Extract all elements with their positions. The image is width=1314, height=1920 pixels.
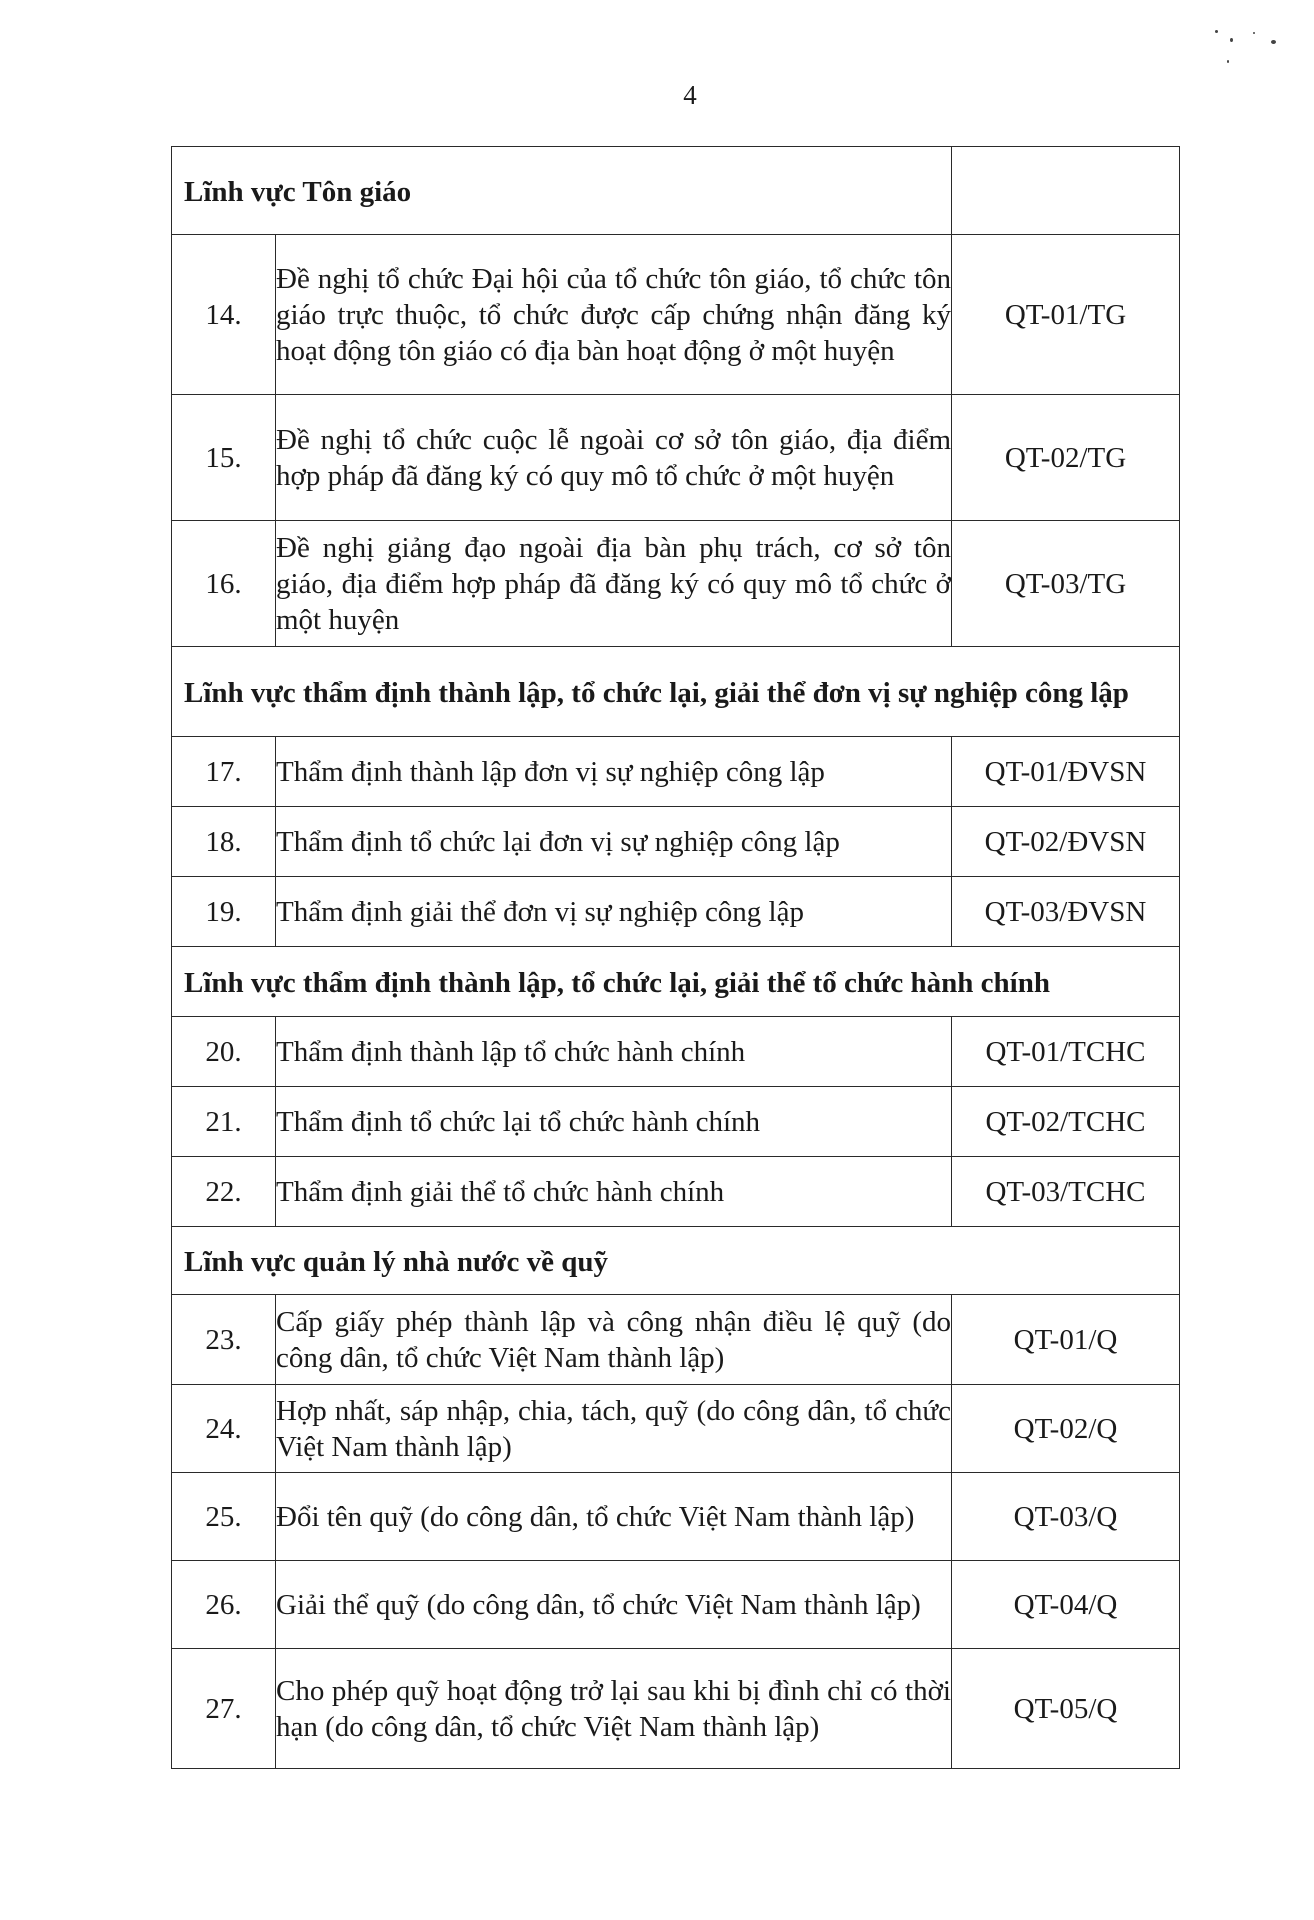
procedure-code: QT-02/TCHC xyxy=(952,1087,1180,1157)
row-number: 18. xyxy=(172,807,276,877)
procedure-code: QT-03/TG xyxy=(952,521,1180,647)
row-number: 16. xyxy=(172,521,276,647)
procedure-code: QT-01/TG xyxy=(952,235,1180,395)
table-row xyxy=(172,1561,1180,1649)
procedure-name: Thẩm định thành lập đơn vị sự nghiệp công lập xyxy=(276,737,952,807)
row-number: 17. xyxy=(172,737,276,807)
row-number: 27. xyxy=(172,1649,276,1769)
procedure-name: Đề nghị giảng đạo ngoài địa bàn phụ trách, cơ sở tôn giáo, địa điểm hợp pháp đã đăng ký có quy mô tổ chức ở một huyện xyxy=(276,521,952,647)
procedure-name: Cấp giấy phép thành lập và công nhận điều lệ quỹ (do công dân, tổ chức Việt Nam thành lập) xyxy=(276,1295,952,1385)
table-row xyxy=(172,737,1180,807)
procedure-code: QT-05/Q xyxy=(952,1649,1180,1769)
table-row xyxy=(172,1087,1180,1157)
procedure-table xyxy=(171,146,1180,1769)
procedure-name: Đề nghị tổ chức cuộc lễ ngoài cơ sở tôn giáo, địa điểm hợp pháp đã đăng ký có quy mô tổ chức ở một huyện xyxy=(276,395,952,521)
section-title: Lĩnh vực quản lý nhà nước về quỹ xyxy=(172,1227,1180,1295)
procedure-name: Thẩm định giải thể đơn vị sự nghiệp công lập xyxy=(276,877,952,947)
section-header-row xyxy=(172,1227,1180,1295)
table-row xyxy=(172,1385,1180,1473)
procedure-code: QT-03/ĐVSN xyxy=(952,877,1180,947)
procedure-name: Thẩm định tổ chức lại đơn vị sự nghiệp công lập xyxy=(276,807,952,877)
row-number: 15. xyxy=(172,395,276,521)
procedure-code: QT-02/ĐVSN xyxy=(952,807,1180,877)
table-row xyxy=(172,1473,1180,1561)
scan-specks xyxy=(1205,24,1295,74)
section-header-row xyxy=(172,647,1180,737)
procedure-code: QT-01/ĐVSN xyxy=(952,737,1180,807)
procedure-code: QT-01/TCHC xyxy=(952,1017,1180,1087)
procedure-code: QT-01/Q xyxy=(952,1295,1180,1385)
section-code-cell xyxy=(952,147,1180,235)
procedure-code: QT-02/Q xyxy=(952,1385,1180,1473)
procedure-name: Thẩm định thành lập tổ chức hành chính xyxy=(276,1017,952,1087)
row-number: 25. xyxy=(172,1473,276,1561)
procedure-code: QT-03/TCHC xyxy=(952,1157,1180,1227)
table-row xyxy=(172,1157,1180,1227)
section-title: Lĩnh vực Tôn giáo xyxy=(172,147,952,235)
table-row xyxy=(172,1649,1180,1769)
section-header-row xyxy=(172,947,1180,1017)
row-number: 23. xyxy=(172,1295,276,1385)
table-row xyxy=(172,1295,1180,1385)
procedure-name: Giải thể quỹ (do công dân, tổ chức Việt Nam thành lập) xyxy=(276,1561,952,1649)
table-row xyxy=(172,807,1180,877)
row-number: 22. xyxy=(172,1157,276,1227)
row-number: 14. xyxy=(172,235,276,395)
procedure-code: QT-03/Q xyxy=(952,1473,1180,1561)
procedure-name: Hợp nhất, sáp nhập, chia, tách, quỹ (do công dân, tổ chức Việt Nam thành lập) xyxy=(276,1385,952,1473)
table-row xyxy=(172,1017,1180,1087)
procedure-name: Thẩm định giải thể tổ chức hành chính xyxy=(276,1157,952,1227)
procedure-code: QT-04/Q xyxy=(952,1561,1180,1649)
section-title: Lĩnh vực thẩm định thành lập, tổ chức lại, giải thể đơn vị sự nghiệp công lập xyxy=(172,647,1180,737)
section-header-row xyxy=(172,147,1180,235)
procedure-code: QT-02/TG xyxy=(952,395,1180,521)
section-title: Lĩnh vực thẩm định thành lập, tổ chức lại, giải thể tổ chức hành chính xyxy=(172,947,1180,1017)
table-row xyxy=(172,395,1180,521)
table-row xyxy=(172,235,1180,395)
procedure-name: Cho phép quỹ hoạt động trở lại sau khi bị đình chỉ có thời hạn (do công dân, tổ chức Việt Nam thành lập) xyxy=(276,1649,952,1769)
page-number: 4 xyxy=(683,80,697,110)
procedure-name: Thẩm định tổ chức lại tổ chức hành chính xyxy=(276,1087,952,1157)
row-number: 19. xyxy=(172,877,276,947)
procedure-name: Đổi tên quỹ (do công dân, tổ chức Việt Nam thành lập) xyxy=(276,1473,952,1561)
row-number: 20. xyxy=(172,1017,276,1087)
row-number: 24. xyxy=(172,1385,276,1473)
table-row xyxy=(172,877,1180,947)
procedure-name: Đề nghị tổ chức Đại hội của tổ chức tôn giáo, tổ chức tôn giáo trực thuộc, tổ chức được cấp chứng nhận đăng ký hoạt động tôn giáo có địa bàn hoạt động ở một huyện xyxy=(276,235,952,395)
table-row xyxy=(172,521,1180,647)
row-number: 21. xyxy=(172,1087,276,1157)
row-number: 26. xyxy=(172,1561,276,1649)
